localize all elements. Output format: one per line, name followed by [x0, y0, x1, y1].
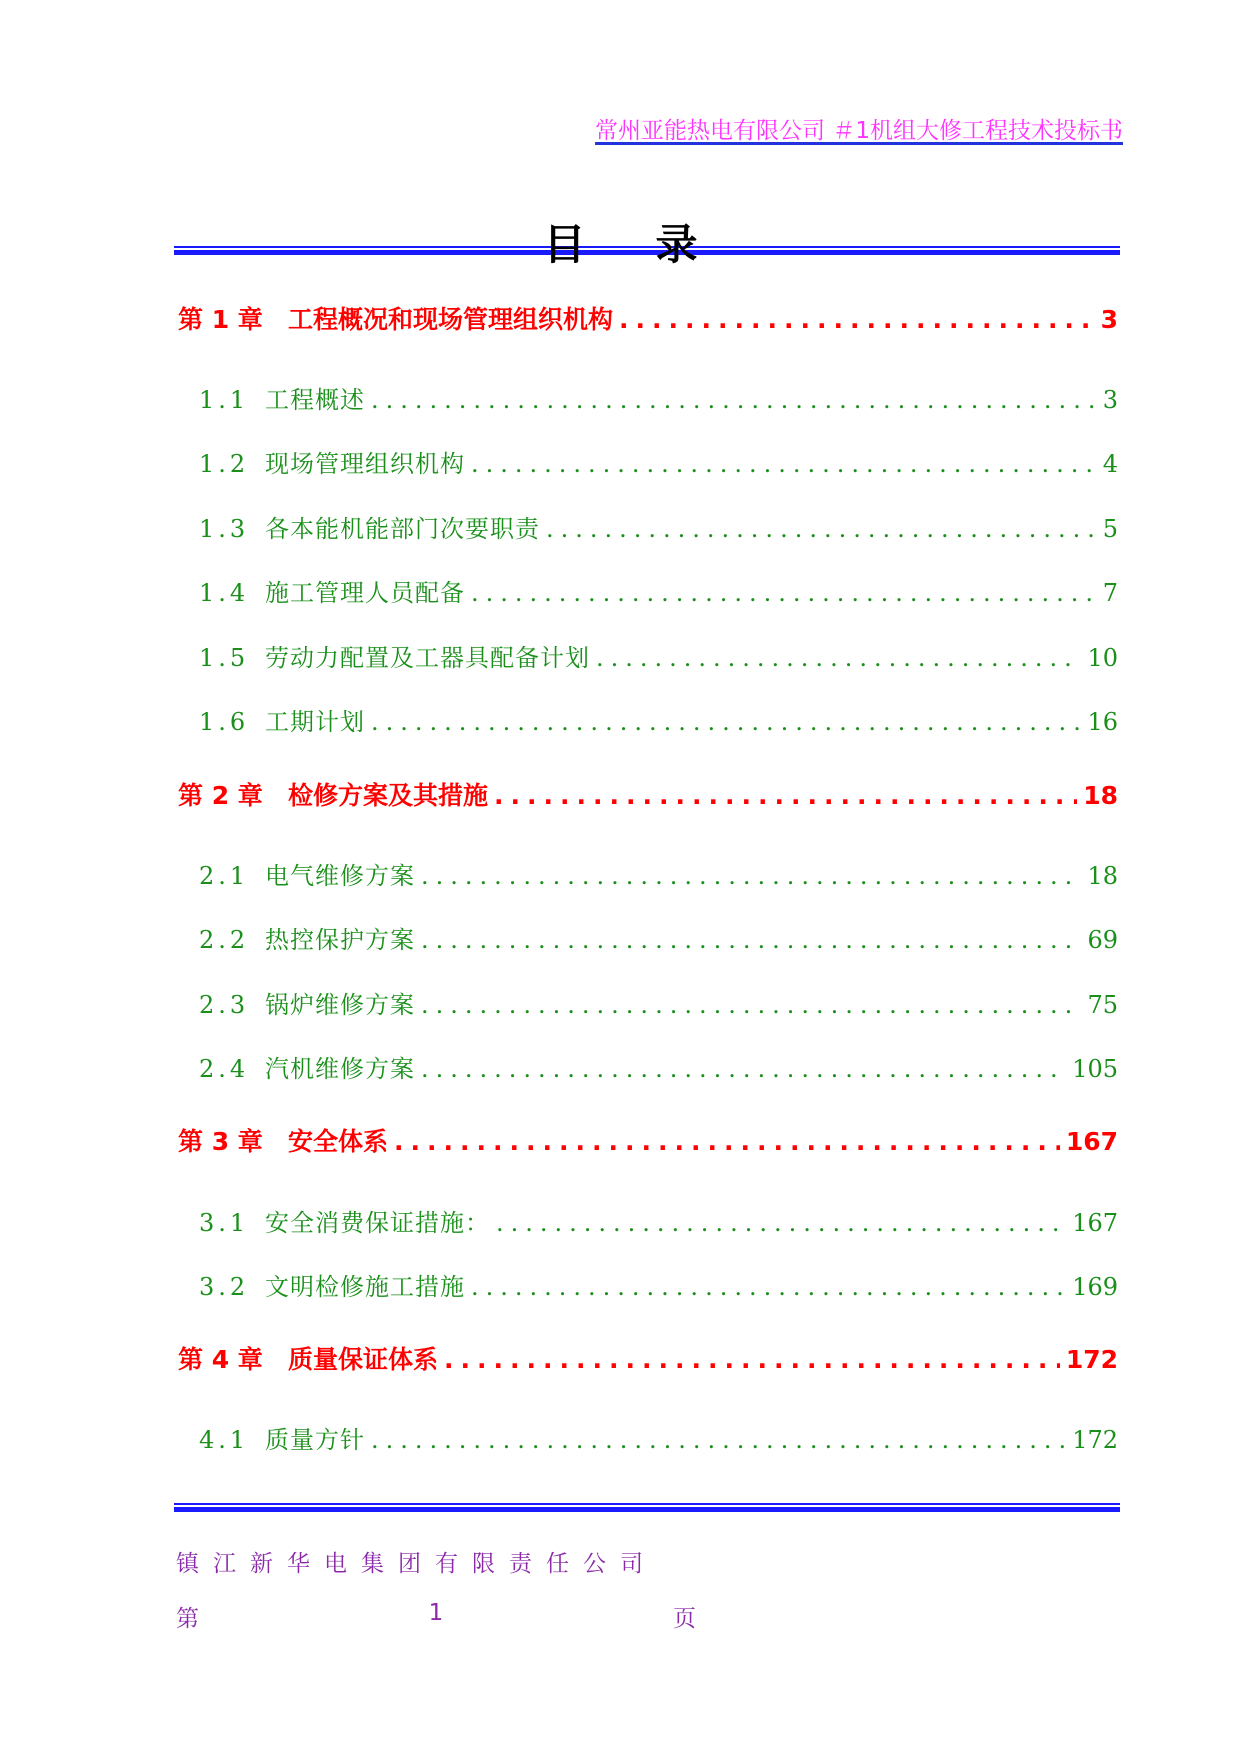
toc-entry-page: 18: [1083, 781, 1118, 810]
toc-entry-page: 75: [1087, 991, 1118, 1019]
toc-entry-title: 热控保护方案: [265, 926, 415, 954]
toc-entry-title: 工程概况和现场管理组织机构: [288, 305, 614, 334]
toc-leader-dots: [596, 644, 1081, 672]
footer-page-number: [176, 1600, 696, 1633]
toc-section-entry[interactable]: [199, 985, 1118, 1020]
toc-entry-page: 172: [1065, 1345, 1118, 1374]
toc-entry-title: 施工管理人员配备: [265, 579, 465, 607]
toc-section-entry[interactable]: [199, 444, 1118, 479]
toc-leader-dots: [394, 1127, 1060, 1156]
toc-chapter-entry[interactable]: [178, 1122, 1118, 1158]
toc-entry-page: 18: [1087, 862, 1118, 890]
toc-entry-title: 安全消费保证措施：: [265, 1209, 490, 1237]
toc-section-entry[interactable]: [199, 380, 1118, 415]
toc-section-entry[interactable]: [199, 638, 1118, 673]
toc-entry-title: 安全体系: [288, 1127, 389, 1156]
toc-entry-page: 7: [1102, 579, 1118, 607]
toc-entry-page: 167: [1065, 1127, 1118, 1156]
toc-entry-title: 现场管理组织机构: [265, 450, 465, 478]
toc-entry-number: 1.2: [199, 450, 250, 478]
toc-section-entry[interactable]: [199, 1203, 1118, 1238]
toc-leader-dots: [371, 386, 1097, 414]
toc-entry-title: 劳动力配置及工器具配备计划: [265, 644, 590, 672]
toc-section-entry[interactable]: [199, 1049, 1118, 1084]
toc-leader-dots: [421, 926, 1081, 954]
toc-entry-title: 电气维修方案: [265, 862, 415, 890]
toc-entry-page: 69: [1087, 926, 1118, 954]
toc-chapter-entry[interactable]: [178, 1340, 1118, 1376]
footer-rule: [174, 1503, 1120, 1512]
toc-entry-page: 16: [1087, 708, 1118, 736]
toc-entry-title: 质量保证体系: [288, 1345, 439, 1374]
toc-entry-title: 工期计划: [265, 708, 365, 736]
toc-entry-title: 检修方案及其措施: [288, 781, 489, 810]
toc-entry-title: 锅炉维修方案: [265, 991, 415, 1019]
toc-section-entry[interactable]: [199, 920, 1118, 955]
toc-leader-dots: [471, 579, 1097, 607]
toc-entry-number: 4.1: [199, 1426, 250, 1454]
toc-entry-page: 3: [1102, 386, 1118, 414]
toc-entry-title: 汽机维修方案: [265, 1055, 415, 1083]
toc-leader-dots: [619, 305, 1095, 334]
toc-entry-page: 3: [1100, 305, 1118, 334]
footer-company: 镇江新华电集团有限责任公司: [176, 1551, 657, 1577]
toc-entry-title: 工程概述: [265, 386, 365, 414]
toc-entry-title: 质量方针: [265, 1426, 365, 1454]
toc-section-entry[interactable]: [199, 1420, 1118, 1455]
toc-leader-dots: [371, 1426, 1066, 1454]
toc-entry-number: 3.2: [199, 1273, 250, 1301]
toc-entry-title: 各本能机能部门次要职责: [265, 515, 540, 543]
running-header: 常州亚能热电有限公司 ＃1机组大修工程技术投标书: [595, 118, 1123, 144]
toc-entry-page: 10: [1087, 644, 1118, 672]
toc-entry-number: 2.3: [199, 991, 250, 1019]
toc-leader-dots: [471, 1273, 1066, 1301]
toc-leader-dots: [494, 781, 1077, 810]
toc-entry-page: 167: [1072, 1209, 1118, 1237]
toc-section-entry[interactable]: [199, 573, 1118, 608]
toc-section-entry[interactable]: [199, 702, 1118, 737]
toc-section-entry[interactable]: [199, 856, 1118, 891]
toc-leader-dots: [496, 1209, 1066, 1237]
footer-page-value: 1: [428, 1600, 444, 1626]
toc-leader-dots: [421, 1055, 1066, 1083]
toc-entry-number: 第 1 章: [178, 305, 263, 334]
toc-entry-number: 2.2: [199, 926, 250, 954]
toc-entry-title: 文明检修施工措施: [265, 1273, 465, 1301]
toc-chapter-entry[interactable]: [178, 776, 1118, 812]
toc-leader-dots: [371, 708, 1081, 736]
toc-entry-number: 第 2 章: [178, 781, 263, 810]
footer-page-prefix: 第: [176, 1606, 199, 1632]
toc-entry-number: 1.4: [199, 579, 250, 607]
toc-entry-number: 第 4 章: [178, 1345, 263, 1374]
toc-chapter-entry[interactable]: [178, 300, 1118, 336]
toc-entry-number: 1.5: [199, 644, 250, 672]
toc-section-entry[interactable]: [199, 509, 1118, 544]
toc-leader-dots: [471, 450, 1097, 478]
toc-section-entry[interactable]: [199, 1267, 1118, 1302]
toc-entry-number: 第 3 章: [178, 1127, 263, 1156]
page-title: 目录: [543, 220, 768, 269]
toc-entry-number: 2.1: [199, 862, 250, 890]
toc-entry-number: 2.4: [199, 1055, 250, 1083]
toc-leader-dots: [421, 862, 1081, 890]
toc-entry-number: 1.1: [199, 386, 250, 414]
toc-entry-page: 172: [1072, 1426, 1118, 1454]
toc-entry-page: 105: [1072, 1055, 1118, 1083]
toc-entry-number: 1.6: [199, 708, 250, 736]
toc-leader-dots: [421, 991, 1081, 1019]
toc-entry-number: 3.1: [199, 1209, 250, 1237]
toc-entry-number: 1.3: [199, 515, 250, 543]
footer-page-suffix: 页: [672, 1606, 696, 1632]
toc-entry-page: 5: [1102, 515, 1118, 543]
toc-entry-page: 4: [1102, 450, 1118, 478]
toc-leader-dots: [546, 515, 1097, 543]
toc-entry-page: 169: [1072, 1273, 1118, 1301]
toc-leader-dots: [444, 1345, 1060, 1374]
